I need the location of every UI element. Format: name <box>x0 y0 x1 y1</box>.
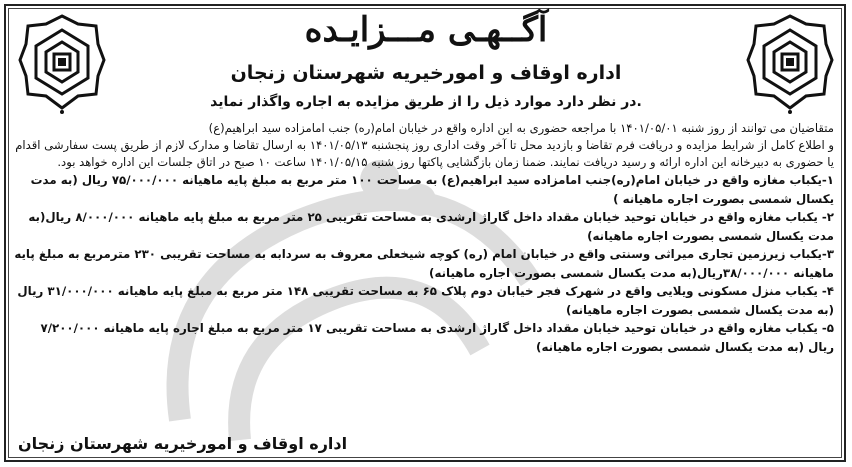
auction-item: ۳-یکباب زیرزمین تجاری میراثی وسنتی واقع در خیابان امام (ره) کوچه شیخعلی معروف به سردابه به مساحت تقریبی ۲۳۰ مترمربع به مبلغ پایه ماهیانه ۳۸/۰۰۰/۰۰۰ریال(به مدت یکسال شمسی بصورت اجاره ماهیانه) <box>14 247 834 280</box>
notice-body <box>14 120 834 356</box>
footer-organization: اداره اوقاف و امورخیریه شهرستان زنجان <box>18 434 348 453</box>
lead-sentence: در نظر دارد موارد ذیل را از طریق مزایده به اجاره واگذار نماید. <box>210 94 642 110</box>
organization-name: اداره اوقاف و امورخیریه شهرستان زنجان <box>230 62 622 84</box>
auction-item: ۲- یکباب مغازه واقع در خیابان توحید خیابان مقداد داخل گاراژ ارشدی به مساحت تقریبی ۲۵ متر مربع به مبلغ پایه ماهیانه ۸/۰۰۰/۰۰۰ ریال(به مدت یکسال شمسی بصورت اجاره ماهیانه) <box>28 210 834 243</box>
notice-title: آگــهـی مـــزایـده <box>304 10 548 50</box>
auction-item: ۱-یکباب مغازه واقع در خیابان امام(ره)جنب امامزاده سید ابراهیم(ع) به مساحت ۱۰۰ متر مربع به مبلغ پایه ماهیانه ۷۵/۰۰۰/۰۰۰ ریال (به مدت یکسال شمسی بصورت اجاره ماهیانه ) <box>30 173 834 206</box>
intro-line: و اطلاع کامل از شرایط مزایده و دریافت فرم تقاضا و بازدید محل تا آخر وقت اداری روز پنجشنبه ۱۴۰۱/۰۵/۱۳ به ارسال تقاضا و مدارک لازم از طریق پست سفارشی اقدام <box>15 138 834 152</box>
intro-line: یا حضوری به دبیرخانه این اداره ارائه و رسید دریافت نمایند. ضمنا زمان بازگشایی پاکتها روز شنبه ۱۴۰۱/۰۵/۱۵ ساعت ۱۰ صبح در اتاق جلسات این اداره خواهد بود. <box>57 155 834 169</box>
auction-item: ۵- یکباب مغازه واقع در خیابان توحید خیابان مقداد داخل گاراژ ارشدی به مساحت تقریبی ۱۷ متر مربع به مبلغ اجاره پایه ماهیانه ۷/۲۰۰/۰۰۰ ریال (به مدت یکسال شمسی بصورت اجاره ماهیانه) <box>40 321 834 354</box>
intro-line: متقاضیان می توانند از روز شنبه ۱۴۰۱/۰۵/۰۱ با مراجعه حضوری به این اداره واقع در خیابان امام(ره) جنب امامزاده سید ابراهیم(ع) <box>208 121 834 135</box>
auction-item: ۴- یکباب منزل مسکونی ویلایی واقع در شهرک فجر خیابان دوم پلاک ۶۵ به مساحت تقریبی ۱۴۸ متر مربع به مبلغ پایه ماهیانه ۳۱/۰۰۰/۰۰۰ ریال (به مدت یکسال شمسی بصورت اجاره ماهیانه) <box>17 284 834 317</box>
